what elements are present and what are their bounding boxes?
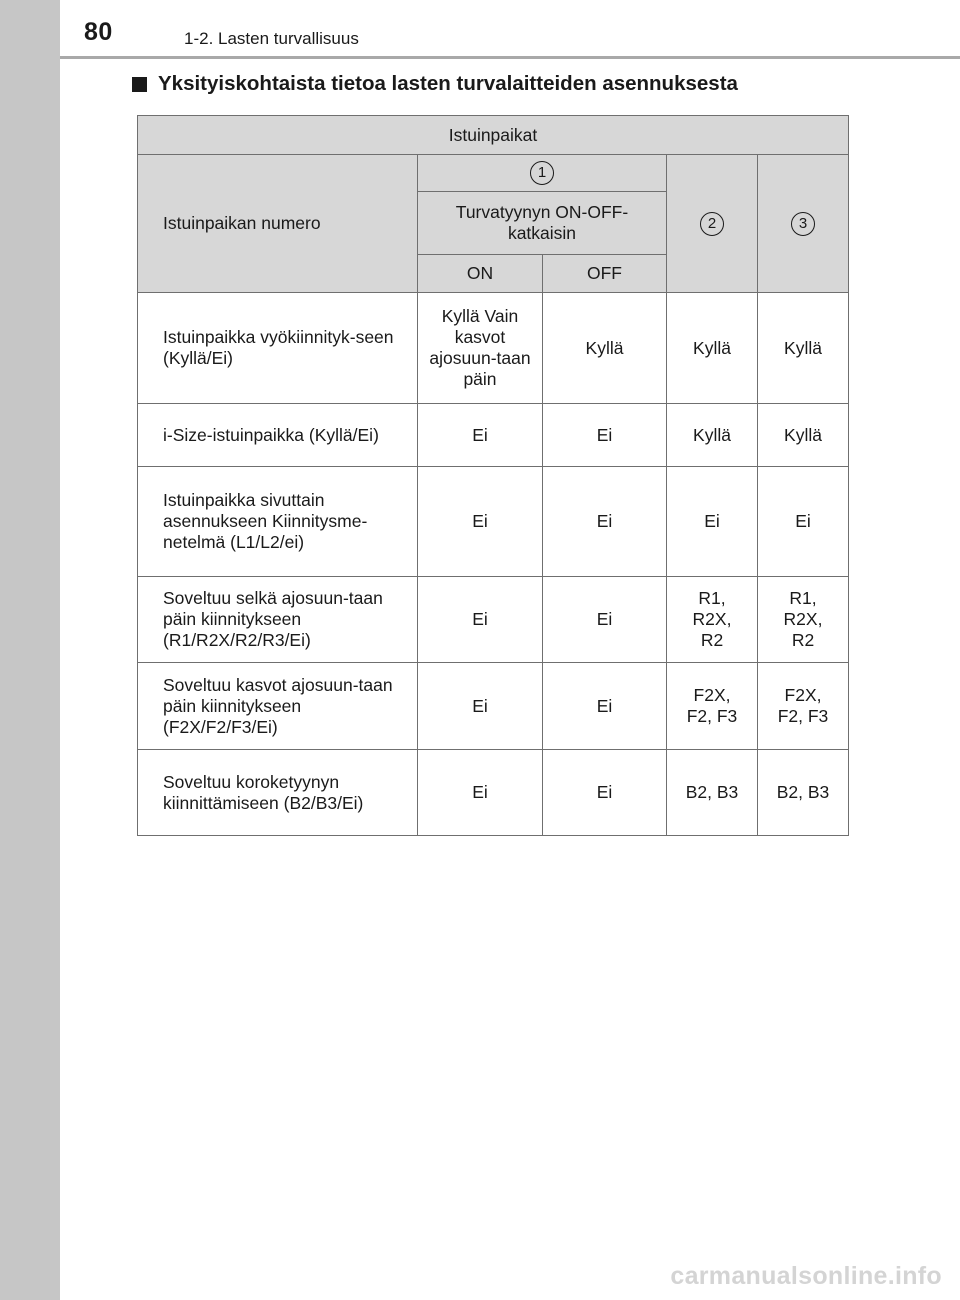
cell-value: Ei <box>758 467 849 577</box>
seat-number-2: 2 <box>667 155 758 293</box>
row-label: Istuinpaikka vyökiinnityk-seen (Kyllä/Ei) <box>138 293 418 404</box>
page-number: 80 <box>84 18 113 46</box>
cell-value: F2X, F2, F3 <box>758 663 849 750</box>
switch-state-off: OFF <box>543 255 667 293</box>
seat-number-1: 1 <box>418 155 667 192</box>
cell-value: Ei <box>418 577 543 663</box>
cell-value: Ei <box>418 467 543 577</box>
chapter-title: 1-2. Lasten turvallisuus <box>184 29 359 48</box>
table-row <box>138 577 849 663</box>
cell-value: R1, R2X, R2 <box>758 577 849 663</box>
cell-value: Ei <box>418 750 543 836</box>
airbag-switch-label: Turvatyynyn ON-OFF-katkaisin <box>418 192 667 255</box>
site-watermark: carmanualsonline.info <box>670 1262 942 1290</box>
row-label: Istuinpaikka sivuttain asennukseen Kiinnitysme-netelmä (L1/L2/ei) <box>138 467 418 577</box>
seating-positions-table <box>137 115 849 836</box>
row-label: Soveltuu selkä ajosuun-taan päin kiinnitykseen (R1/R2X/R2/R3/Ei) <box>138 577 418 663</box>
cell-value: Ei <box>543 404 667 467</box>
cell-value: Kyllä <box>543 293 667 404</box>
seat-number-3: 3 <box>758 155 849 293</box>
table-top-header: Istuinpaikat <box>138 116 849 155</box>
section-heading-text: Yksityiskohtaista tietoa lasten turvalaitteiden asennuksesta <box>158 72 738 95</box>
row-label: Soveltuu kasvot ajosuun-taan päin kiinnitykseen (F2X/F2/F3/Ei) <box>138 663 418 750</box>
row-label: i-Size-istuinpaikka (Kyllä/Ei) <box>138 404 418 467</box>
section-heading <box>132 72 738 96</box>
switch-state-on: ON <box>418 255 543 293</box>
row-label: Soveltuu koroketyynyn kiinnittämiseen (B2/B3/Ei) <box>138 750 418 836</box>
cell-value: F2X, F2, F3 <box>667 663 758 750</box>
square-bullet-icon <box>132 77 147 92</box>
seat-number-label: Istuinpaikan numero <box>138 155 418 293</box>
left-margin-band <box>0 0 60 1300</box>
cell-value: Kyllä <box>667 293 758 404</box>
cell-value: Kyllä Vain kasvot ajosuun-taan päin <box>418 293 543 404</box>
cell-value: B2, B3 <box>667 750 758 836</box>
cell-value: Ei <box>543 750 667 836</box>
cell-value: Ei <box>418 663 543 750</box>
cell-value: Ei <box>667 467 758 577</box>
table-row <box>138 467 849 577</box>
cell-value: R1, R2X, R2 <box>667 577 758 663</box>
table-row <box>138 293 849 404</box>
cell-value: Ei <box>543 467 667 577</box>
cell-value: Ei <box>543 577 667 663</box>
table-row <box>138 404 849 467</box>
cell-value: Kyllä <box>758 293 849 404</box>
table-row <box>138 750 849 836</box>
cell-value: Ei <box>418 404 543 467</box>
cell-value: Kyllä <box>758 404 849 467</box>
cell-value: Kyllä <box>667 404 758 467</box>
table-row <box>138 663 849 750</box>
cell-value: B2, B3 <box>758 750 849 836</box>
cell-value: Ei <box>543 663 667 750</box>
header-divider <box>60 56 960 59</box>
